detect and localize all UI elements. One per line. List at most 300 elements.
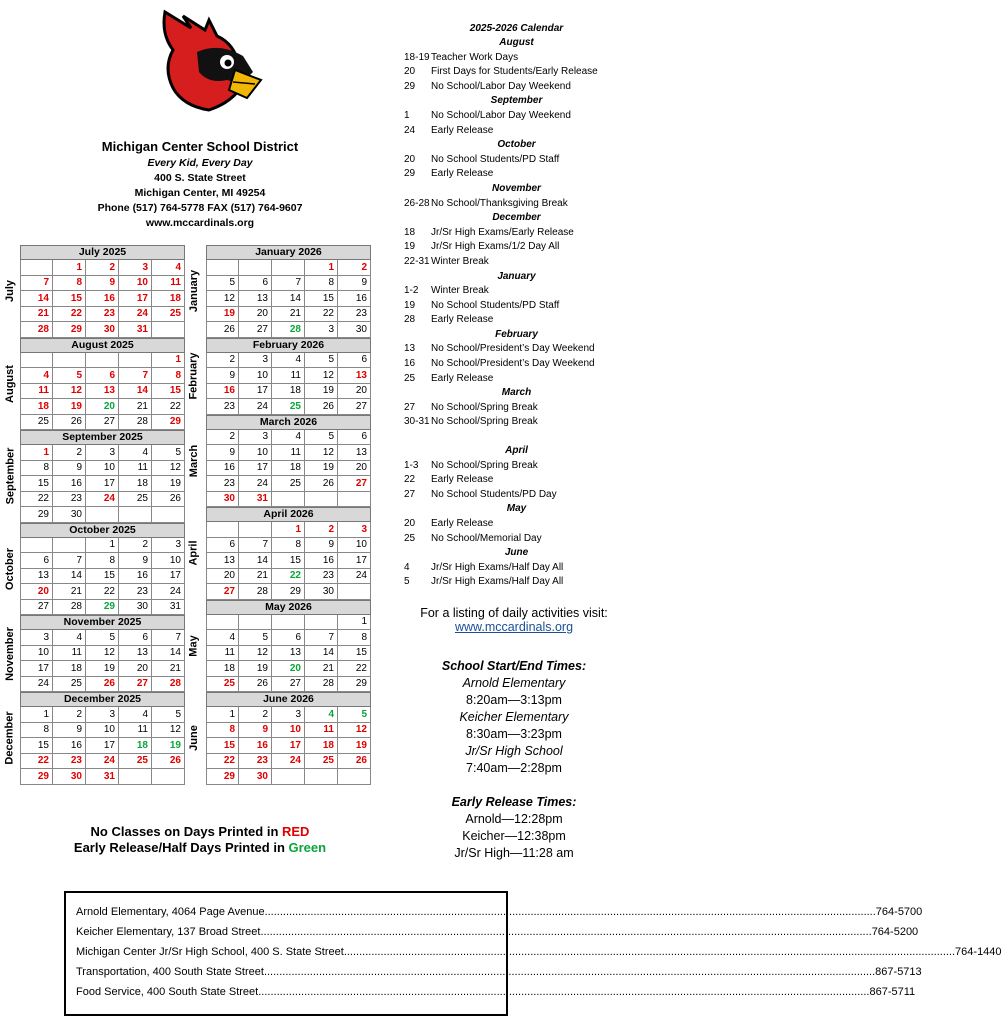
calendar-event bbox=[404, 532, 629, 547]
day-cell: 4 bbox=[53, 630, 86, 646]
event-desc: No School Students/PD Staff bbox=[431, 153, 560, 165]
calendar-event bbox=[404, 459, 629, 474]
day-cell: 25 bbox=[53, 677, 86, 693]
event-date: 5 bbox=[404, 576, 410, 588]
event-desc: Jr/Sr High Exams/Half Day All bbox=[431, 561, 564, 573]
day-cell: 1 bbox=[20, 707, 53, 723]
day-cell: 6 bbox=[338, 430, 371, 446]
day-cell: 5 bbox=[152, 707, 185, 723]
day-cell: 25 bbox=[152, 307, 185, 323]
day-cell: 5 bbox=[305, 430, 338, 446]
day-cell bbox=[152, 769, 185, 785]
day-cell bbox=[239, 260, 272, 276]
activities-link[interactable]: www.mccardinals.org bbox=[454, 620, 574, 634]
day-cell: 11 bbox=[272, 368, 305, 384]
day-cell: 24 bbox=[86, 492, 119, 508]
day-cell: 22 bbox=[338, 661, 371, 677]
day-cell: 7 bbox=[119, 368, 152, 384]
day-cell: 15 bbox=[206, 738, 239, 754]
month-title: September 2025 bbox=[20, 430, 185, 445]
day-cell: 19 bbox=[86, 661, 119, 677]
day-cell: 16 bbox=[206, 461, 239, 477]
day-cell: 23 bbox=[53, 754, 86, 770]
calendar-event bbox=[404, 240, 629, 255]
day-cell: 11 bbox=[305, 723, 338, 739]
day-cell: 19 bbox=[305, 384, 338, 400]
day-cell bbox=[86, 507, 119, 523]
day-cell: 15 bbox=[338, 646, 371, 662]
month-grid bbox=[20, 430, 185, 523]
month-side-label: January bbox=[188, 270, 201, 313]
dot-leader: ........................................................................................................................................................................................................ bbox=[258, 986, 870, 998]
day-cell: 6 bbox=[272, 630, 305, 646]
calendar-event bbox=[404, 153, 629, 168]
event-desc: Jr/Sr High Exams/Early Release bbox=[431, 226, 574, 238]
month-side-label: February bbox=[188, 352, 201, 400]
day-cell bbox=[305, 769, 338, 785]
day-cell: 27 bbox=[239, 322, 272, 338]
day-cell bbox=[20, 353, 53, 369]
day-cell bbox=[338, 769, 371, 785]
day-cell: 18 bbox=[119, 738, 152, 754]
day-cell bbox=[338, 492, 371, 508]
day-cell: 14 bbox=[305, 646, 338, 662]
day-cell: 14 bbox=[152, 646, 185, 662]
day-cell: 30 bbox=[239, 769, 272, 785]
event-desc: Early Release bbox=[431, 518, 494, 529]
calendar-month-heading: March bbox=[501, 387, 532, 399]
day-cell: 24 bbox=[272, 754, 305, 770]
early-release-time: Keicher—12:38pm bbox=[462, 829, 566, 843]
day-cell: 2 bbox=[338, 260, 371, 276]
day-cell: 18 bbox=[20, 399, 53, 415]
day-cell: 4 bbox=[119, 445, 152, 461]
event-date: 30-31 bbox=[404, 416, 430, 428]
school-time: 7:40am—2:28pm bbox=[466, 761, 562, 775]
day-cell: 30 bbox=[119, 600, 152, 616]
day-cell: 15 bbox=[305, 291, 338, 307]
day-cell: 8 bbox=[53, 276, 86, 292]
day-cell: 9 bbox=[119, 553, 152, 569]
day-cell: 15 bbox=[272, 553, 305, 569]
early-release-time: Jr/Sr High—11:28 am bbox=[454, 846, 574, 860]
calendar-event bbox=[404, 255, 629, 270]
calendar-event bbox=[404, 124, 629, 139]
day-cell: 3 bbox=[272, 707, 305, 723]
event-date: 13 bbox=[404, 343, 416, 355]
day-cell: 15 bbox=[20, 476, 53, 492]
month-grid bbox=[206, 245, 371, 338]
day-cell bbox=[338, 584, 371, 600]
day-cell: 17 bbox=[152, 569, 185, 585]
day-cell: 21 bbox=[53, 584, 86, 600]
day-cell: 13 bbox=[86, 384, 119, 400]
day-cell bbox=[152, 322, 185, 338]
day-cell: 9 bbox=[338, 276, 371, 292]
calendar-event bbox=[404, 575, 629, 590]
day-cell: 11 bbox=[53, 646, 86, 662]
day-cell: 17 bbox=[338, 553, 371, 569]
day-cell: 17 bbox=[86, 738, 119, 754]
day-cell: 21 bbox=[20, 307, 53, 323]
day-cell: 4 bbox=[272, 353, 305, 369]
calendar-event bbox=[404, 299, 629, 314]
school-time: 8:30am—3:23pm bbox=[466, 727, 562, 741]
day-cell: 8 bbox=[272, 538, 305, 554]
day-cell bbox=[239, 615, 272, 631]
day-cell: 17 bbox=[86, 476, 119, 492]
day-cell: 23 bbox=[86, 307, 119, 323]
event-desc: First Days for Students/Early Release bbox=[431, 66, 598, 78]
month-grid bbox=[206, 600, 371, 693]
day-cell: 10 bbox=[239, 445, 272, 461]
day-cell: 10 bbox=[86, 461, 119, 477]
event-date: 28 bbox=[404, 314, 416, 326]
day-cell: 16 bbox=[53, 476, 86, 492]
day-cell: 13 bbox=[119, 646, 152, 662]
calendar-event bbox=[404, 80, 629, 95]
day-cell: 1 bbox=[272, 522, 305, 538]
event-date: 20 bbox=[404, 66, 416, 78]
color-legend bbox=[30, 824, 370, 856]
day-cell: 22 bbox=[20, 754, 53, 770]
day-cell: 18 bbox=[305, 738, 338, 754]
contact-phone: 764-5700 bbox=[875, 906, 923, 918]
day-cell: 12 bbox=[239, 646, 272, 662]
event-date: 19 bbox=[404, 299, 416, 311]
day-cell: 19 bbox=[152, 738, 185, 754]
day-cell: 3 bbox=[152, 538, 185, 554]
contact-row bbox=[76, 922, 919, 942]
day-cell: 30 bbox=[86, 322, 119, 338]
day-cell: 1 bbox=[338, 615, 371, 631]
month-grid bbox=[20, 523, 185, 616]
event-desc: No School/Memorial Day bbox=[431, 532, 542, 544]
day-cell: 26 bbox=[305, 476, 338, 492]
month-grid bbox=[206, 692, 371, 785]
event-desc: Teacher Work Days bbox=[431, 51, 519, 63]
day-cell: 30 bbox=[53, 769, 86, 785]
day-cell: 7 bbox=[239, 538, 272, 554]
day-cell bbox=[272, 492, 305, 508]
day-cell: 19 bbox=[338, 738, 371, 754]
day-cell: 16 bbox=[305, 553, 338, 569]
day-cell: 28 bbox=[119, 415, 152, 431]
calendar-event bbox=[404, 167, 629, 182]
day-cell: 23 bbox=[305, 569, 338, 585]
day-cell bbox=[206, 260, 239, 276]
day-cell: 7 bbox=[272, 276, 305, 292]
day-cell: 24 bbox=[239, 399, 272, 415]
day-cell: 20 bbox=[206, 569, 239, 585]
day-cell: 7 bbox=[20, 276, 53, 292]
event-date: 27 bbox=[404, 401, 416, 413]
day-cell: 15 bbox=[152, 384, 185, 400]
day-cell: 1 bbox=[152, 353, 185, 369]
day-cell: 6 bbox=[239, 276, 272, 292]
day-cell: 18 bbox=[206, 661, 239, 677]
day-cell: 29 bbox=[272, 584, 305, 600]
event-date: 25 bbox=[404, 372, 416, 384]
day-cell: 18 bbox=[119, 476, 152, 492]
day-cell: 24 bbox=[86, 754, 119, 770]
day-cell: 17 bbox=[20, 661, 53, 677]
event-date: 29 bbox=[404, 168, 416, 180]
day-cell: 9 bbox=[53, 461, 86, 477]
month-title: January 2026 bbox=[206, 245, 371, 260]
month-grid bbox=[20, 338, 185, 431]
calendar-event bbox=[404, 561, 629, 576]
day-cell: 12 bbox=[152, 723, 185, 739]
day-cell: 5 bbox=[86, 630, 119, 646]
day-cell: 22 bbox=[272, 569, 305, 585]
month-side-label: November bbox=[4, 626, 17, 681]
cardinal-logo bbox=[143, 6, 263, 114]
month-grid bbox=[20, 245, 185, 338]
day-cell: 17 bbox=[272, 738, 305, 754]
event-date: 4 bbox=[404, 561, 410, 573]
day-cell: 25 bbox=[119, 754, 152, 770]
day-cell: 26 bbox=[152, 492, 185, 508]
day-cell: 24 bbox=[152, 584, 185, 600]
month-title: November 2025 bbox=[20, 615, 185, 630]
day-cell: 27 bbox=[272, 677, 305, 693]
day-cell: 30 bbox=[206, 492, 239, 508]
day-cell: 31 bbox=[86, 769, 119, 785]
calendar-month-heading: April bbox=[505, 445, 528, 457]
school-times bbox=[404, 658, 624, 862]
day-cell: 28 bbox=[152, 677, 185, 693]
day-cell: 31 bbox=[152, 600, 185, 616]
day-cell: 2 bbox=[86, 260, 119, 276]
day-cell: 27 bbox=[338, 399, 371, 415]
day-cell: 28 bbox=[53, 600, 86, 616]
day-cell: 20 bbox=[86, 399, 119, 415]
day-cell bbox=[119, 353, 152, 369]
day-cell bbox=[86, 353, 119, 369]
month-side-label: July bbox=[4, 280, 17, 303]
day-cell: 22 bbox=[53, 307, 86, 323]
day-cell: 21 bbox=[239, 569, 272, 585]
legend-green-prefix: Early Release/Half Days Printed in bbox=[73, 840, 289, 855]
contact-row bbox=[76, 982, 916, 1002]
month-side-label: December bbox=[4, 711, 17, 765]
contact-phone: 764-1440 bbox=[955, 946, 1002, 958]
calendar-month-heading: February bbox=[495, 328, 538, 340]
day-cell bbox=[272, 769, 305, 785]
calendar-month-heading: November bbox=[492, 182, 541, 194]
day-cell: 19 bbox=[239, 661, 272, 677]
calendar-event bbox=[404, 473, 629, 488]
day-cell: 9 bbox=[239, 723, 272, 739]
day-cell: 14 bbox=[20, 291, 53, 307]
school-name: Arnold Elementary bbox=[462, 676, 566, 690]
day-cell: 11 bbox=[272, 445, 305, 461]
day-cell: 26 bbox=[206, 322, 239, 338]
day-cell: 7 bbox=[53, 553, 86, 569]
calendar-event bbox=[404, 109, 629, 124]
day-cell: 2 bbox=[53, 445, 86, 461]
day-cell: 26 bbox=[305, 399, 338, 415]
day-cell: 13 bbox=[20, 569, 53, 585]
month-title: June 2026 bbox=[206, 692, 371, 707]
day-cell: 30 bbox=[338, 322, 371, 338]
day-cell: 16 bbox=[53, 738, 86, 754]
day-cell: 12 bbox=[206, 291, 239, 307]
day-cell: 5 bbox=[152, 445, 185, 461]
early-release-title: Early Release Times: bbox=[451, 795, 577, 809]
day-cell: 3 bbox=[86, 707, 119, 723]
event-date: 16 bbox=[404, 358, 416, 370]
day-cell: 8 bbox=[152, 368, 185, 384]
day-cell: 26 bbox=[338, 754, 371, 770]
day-cell: 1 bbox=[20, 445, 53, 461]
month-grid bbox=[206, 507, 371, 600]
day-cell: 18 bbox=[272, 461, 305, 477]
day-cell: 25 bbox=[305, 754, 338, 770]
day-cell: 11 bbox=[152, 276, 185, 292]
day-cell: 13 bbox=[272, 646, 305, 662]
day-cell: 3 bbox=[86, 445, 119, 461]
month-side-label: June bbox=[188, 725, 200, 752]
day-cell: 1 bbox=[206, 707, 239, 723]
event-desc: Jr/Sr High Exams/1/2 Day All bbox=[431, 241, 560, 253]
day-cell: 14 bbox=[119, 384, 152, 400]
event-desc: No School/President’s Day Weekend bbox=[431, 358, 595, 370]
day-cell: 29 bbox=[20, 769, 53, 785]
day-cell: 4 bbox=[305, 707, 338, 723]
calendar-event bbox=[404, 226, 629, 241]
day-cell: 20 bbox=[119, 661, 152, 677]
day-cell: 16 bbox=[86, 291, 119, 307]
day-cell: 5 bbox=[206, 276, 239, 292]
day-cell: 24 bbox=[20, 677, 53, 693]
event-desc: No School Students/PD Day bbox=[431, 488, 557, 500]
contact-row bbox=[76, 942, 1002, 962]
district-name: Michigan Center School District bbox=[101, 139, 299, 154]
day-cell: 20 bbox=[338, 461, 371, 477]
calendar-month-heading: September bbox=[490, 95, 543, 107]
event-date: 22-31 bbox=[404, 255, 430, 267]
day-cell: 6 bbox=[20, 553, 53, 569]
day-cell: 4 bbox=[119, 707, 152, 723]
day-cell: 10 bbox=[152, 553, 185, 569]
event-date: 29 bbox=[404, 80, 416, 92]
contact-phone: 764-5200 bbox=[871, 926, 919, 938]
day-cell bbox=[272, 260, 305, 276]
day-cell: 26 bbox=[152, 754, 185, 770]
event-date: 1-2 bbox=[404, 285, 419, 297]
day-cell: 19 bbox=[206, 307, 239, 323]
calendar-month-heading: August bbox=[499, 37, 534, 48]
day-cell: 12 bbox=[53, 384, 86, 400]
event-desc: Early Release bbox=[431, 372, 494, 384]
day-cell: 24 bbox=[239, 476, 272, 492]
day-cell: 11 bbox=[206, 646, 239, 662]
day-cell: 29 bbox=[86, 600, 119, 616]
day-cell: 24 bbox=[338, 569, 371, 585]
month-side-label: August bbox=[4, 364, 17, 403]
event-date: 1 bbox=[404, 109, 410, 121]
month-title: May 2026 bbox=[206, 600, 371, 615]
district-website[interactable]: www.mccardinals.org bbox=[145, 217, 255, 229]
day-cell bbox=[272, 615, 305, 631]
day-cell: 26 bbox=[53, 415, 86, 431]
day-cell: 16 bbox=[239, 738, 272, 754]
day-cell: 25 bbox=[272, 476, 305, 492]
day-cell: 13 bbox=[239, 291, 272, 307]
day-cell bbox=[152, 507, 185, 523]
day-cell: 22 bbox=[152, 399, 185, 415]
day-cell: 31 bbox=[119, 322, 152, 338]
day-cell bbox=[119, 507, 152, 523]
month-grid bbox=[206, 338, 371, 415]
event-desc: Early Release bbox=[431, 168, 494, 180]
event-date: 24 bbox=[404, 124, 416, 136]
event-date: 26-28 bbox=[404, 197, 430, 209]
event-desc: No School/Spring Break bbox=[431, 459, 538, 471]
day-cell: 1 bbox=[53, 260, 86, 276]
day-cell: 27 bbox=[119, 677, 152, 693]
day-cell: 3 bbox=[305, 322, 338, 338]
day-cell: 11 bbox=[119, 461, 152, 477]
event-desc: No School Students/PD Staff bbox=[431, 299, 560, 311]
day-cell: 15 bbox=[53, 291, 86, 307]
day-cell: 10 bbox=[272, 723, 305, 739]
event-desc: No School/Labor Day Weekend bbox=[431, 109, 571, 121]
day-cell: 11 bbox=[119, 723, 152, 739]
day-cell: 13 bbox=[338, 368, 371, 384]
day-cell: 8 bbox=[20, 723, 53, 739]
day-cell: 22 bbox=[20, 492, 53, 508]
day-cell: 16 bbox=[206, 384, 239, 400]
start-end-title: School Start/End Times: bbox=[441, 659, 587, 673]
day-cell: 2 bbox=[206, 430, 239, 446]
day-cell: 29 bbox=[20, 507, 53, 523]
day-cell: 29 bbox=[152, 415, 185, 431]
day-cell: 4 bbox=[20, 368, 53, 384]
day-cell: 29 bbox=[206, 769, 239, 785]
day-cell bbox=[305, 615, 338, 631]
day-cell: 8 bbox=[206, 723, 239, 739]
day-cell: 20 bbox=[239, 307, 272, 323]
legend-red-prefix: No Classes on Days Printed in bbox=[90, 824, 282, 839]
day-cell: 3 bbox=[20, 630, 53, 646]
calendar-event bbox=[404, 51, 629, 66]
day-cell: 22 bbox=[305, 307, 338, 323]
day-cell: 16 bbox=[119, 569, 152, 585]
day-cell: 28 bbox=[239, 584, 272, 600]
day-cell: 23 bbox=[239, 754, 272, 770]
day-cell: 21 bbox=[305, 661, 338, 677]
event-date: 25 bbox=[404, 532, 416, 544]
day-cell: 16 bbox=[338, 291, 371, 307]
day-cell: 5 bbox=[305, 353, 338, 369]
event-desc: No School/Spring Break bbox=[431, 416, 538, 428]
day-cell: 7 bbox=[152, 630, 185, 646]
district-phone: Phone (517) 764-5778 FAX (517) 764-9607 bbox=[97, 202, 303, 214]
day-cell: 5 bbox=[239, 630, 272, 646]
event-date: 22 bbox=[404, 474, 416, 486]
day-cell: 13 bbox=[206, 553, 239, 569]
day-cell: 8 bbox=[305, 276, 338, 292]
month-grid bbox=[20, 615, 185, 692]
day-cell: 12 bbox=[305, 368, 338, 384]
contact-name: Transportation, 400 South State Street bbox=[76, 966, 264, 978]
day-cell: 1 bbox=[86, 538, 119, 554]
legend-green-word: Green bbox=[288, 840, 327, 855]
calendar-month-heading: December bbox=[492, 212, 541, 224]
